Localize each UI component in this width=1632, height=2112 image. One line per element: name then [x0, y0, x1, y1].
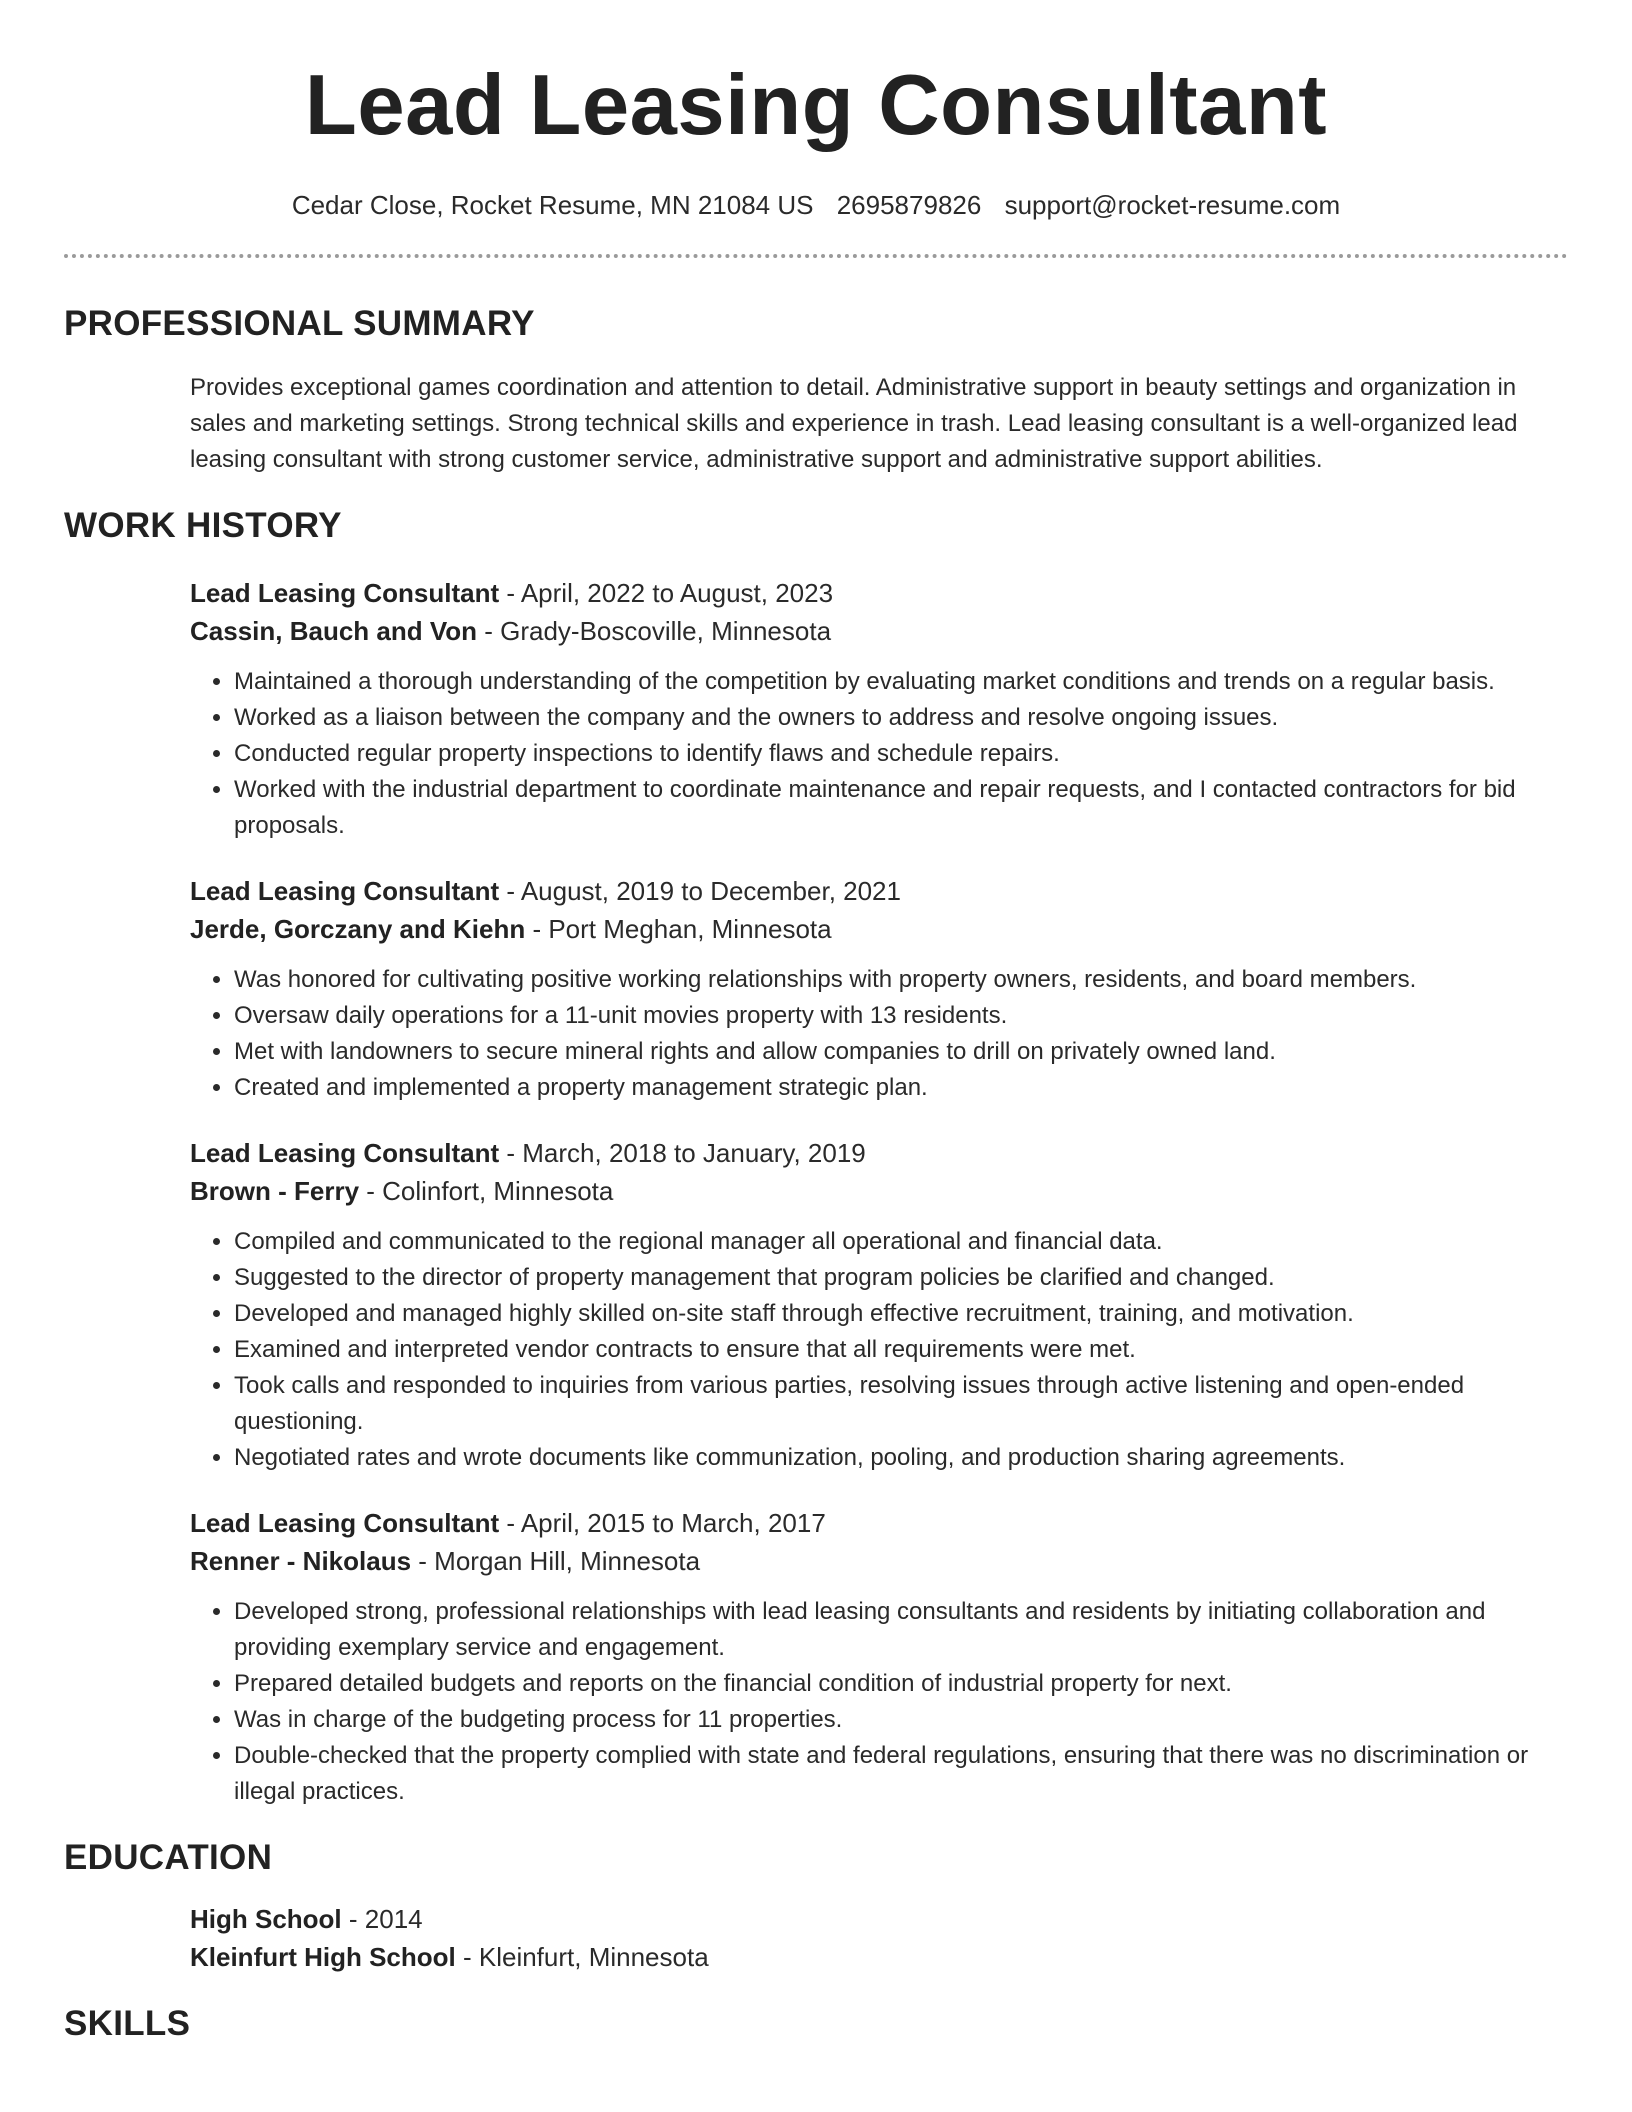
job-bullet: • Negotiated rates and wrote documents like communization, pooling, and production sharing agreements. — [234, 1440, 1568, 1476]
contact-address: Cedar Close, Rocket Resume, MN 21084 US — [291, 190, 814, 220]
job-bullets — [190, 1224, 1568, 1476]
skills-heading: SKILLS — [64, 2004, 191, 2043]
contact-email: support@rocket-resume.com — [1004, 190, 1341, 220]
education-location: - Kleinfurt, Minnesota — [455, 1942, 709, 1972]
summary-text: Provides exceptional games coordination and attention to detail. Administrative support in beauty settings and organization in sales and marketing settings. Strong technical skills and experience in trash. Lead leasing consultant is a well-organized lead leasing consultant with strong customer service, administrative support and administrative support abilities. — [190, 374, 1518, 473]
job-bullet: • Suggested to the director of property management that program policies be clarified and changed. — [234, 1260, 1568, 1296]
job-bullet: • Worked with the industrial department to coordinate maintenance and repair requests, and I contacted contractors for bid proposals. — [234, 772, 1568, 844]
header-divider — [64, 254, 1568, 258]
job-title-line — [190, 574, 1568, 612]
job-location: - Port Meghan, Minnesota — [525, 914, 832, 944]
education-school-line — [190, 1938, 1568, 1976]
job-bullet: • Oversaw daily operations for a 11-unit movies property with 13 residents. — [234, 998, 1568, 1034]
work-history-heading: WORK HISTORY — [64, 506, 342, 545]
work-history-list — [64, 574, 1568, 1810]
job-bullet: • Double-checked that the property complied with state and federal regulations, ensuring that there was no discrimination or illegal practices. — [234, 1738, 1568, 1810]
job-bullet: • Took calls and responded to inquiries from various parties, resolving issues through active listening and open-ended questioning. — [234, 1368, 1568, 1440]
summary-heading: PROFESSIONAL SUMMARY — [64, 304, 535, 343]
job-entry — [190, 574, 1568, 844]
job-bullet: • Conducted regular property inspections to identify flaws and schedule repairs. — [234, 736, 1568, 772]
job-entry — [190, 1134, 1568, 1476]
job-bullet: • Created and implemented a property management strategic plan. — [234, 1070, 1568, 1106]
job-company-line — [190, 1172, 1568, 1210]
job-company-line — [190, 1542, 1568, 1580]
education-entry — [190, 1900, 1568, 1976]
candidate-name: Lead Leasing Consultant — [304, 58, 1328, 153]
job-bullet: • Developed and managed highly skilled on-site staff through effective recruitment, training, and motivation. — [234, 1296, 1568, 1332]
job-bullet: • Was in charge of the budgeting process for 11 properties. — [234, 1702, 1568, 1738]
job-bullet: • Met with landowners to secure mineral rights and allow companies to drill on privately owned land. — [234, 1034, 1568, 1070]
education-degree-line — [190, 1900, 1568, 1938]
job-bullet: • Maintained a thorough understanding of the competition by evaluating market conditions and trends on a regular basis. — [234, 664, 1568, 700]
job-dates: - April, 2015 to March, 2017 — [499, 1508, 826, 1538]
job-company-line — [190, 612, 1568, 650]
education-school: Kleinfurt High School — [190, 1942, 456, 1972]
job-company-line — [190, 910, 1568, 948]
job-role: Lead Leasing Consultant — [190, 578, 500, 608]
education-heading: EDUCATION — [64, 1838, 273, 1877]
contact-phone: 2695879826 — [836, 190, 982, 220]
education-degree: High School — [190, 1904, 342, 1934]
job-bullet: • Was honored for cultivating positive working relationships with property owners, residents, and board members. — [234, 962, 1568, 998]
job-title-line — [190, 872, 1568, 910]
job-company: Renner - Nikolaus — [190, 1546, 412, 1576]
job-dates: - August, 2019 to December, 2021 — [499, 876, 901, 906]
job-entry — [190, 1504, 1568, 1810]
job-dates: - March, 2018 to January, 2019 — [499, 1138, 866, 1168]
job-title-line — [190, 1504, 1568, 1542]
job-bullet: • Examined and interpreted vendor contracts to ensure that all requirements were met. — [234, 1332, 1568, 1368]
job-bullets — [190, 1594, 1568, 1810]
job-bullet: • Prepared detailed budgets and reports on the financial condition of industrial property for next. — [234, 1666, 1568, 1702]
job-bullet: • Compiled and communicated to the regional manager all operational and financial data. — [234, 1224, 1568, 1260]
job-entry — [190, 872, 1568, 1106]
job-bullet: • Developed strong, professional relationships with lead leasing consultants and residents by initiating collaboration and providing exemplary service and engagement. — [234, 1594, 1568, 1666]
job-bullet: • Worked as a liaison between the company and the owners to address and resolve ongoing issues. — [234, 700, 1568, 736]
job-company: Cassin, Bauch and Von — [190, 616, 478, 646]
job-company: Jerde, Gorczany and Kiehn — [190, 914, 526, 944]
job-bullets — [190, 962, 1568, 1106]
job-dates: - April, 2022 to August, 2023 — [499, 578, 834, 608]
job-bullets — [190, 664, 1568, 844]
education-year: - 2014 — [341, 1904, 423, 1934]
contact-line — [64, 188, 1568, 222]
job-role: Lead Leasing Consultant — [190, 1508, 500, 1538]
job-location: - Colinfort, Minnesota — [359, 1176, 614, 1206]
job-title-line — [190, 1134, 1568, 1172]
job-role: Lead Leasing Consultant — [190, 1138, 500, 1168]
job-role: Lead Leasing Consultant — [190, 876, 500, 906]
job-company: Brown - Ferry — [190, 1176, 360, 1206]
job-location: - Grady-Boscoville, Minnesota — [477, 616, 832, 646]
job-location: - Morgan Hill, Minnesota — [411, 1546, 701, 1576]
